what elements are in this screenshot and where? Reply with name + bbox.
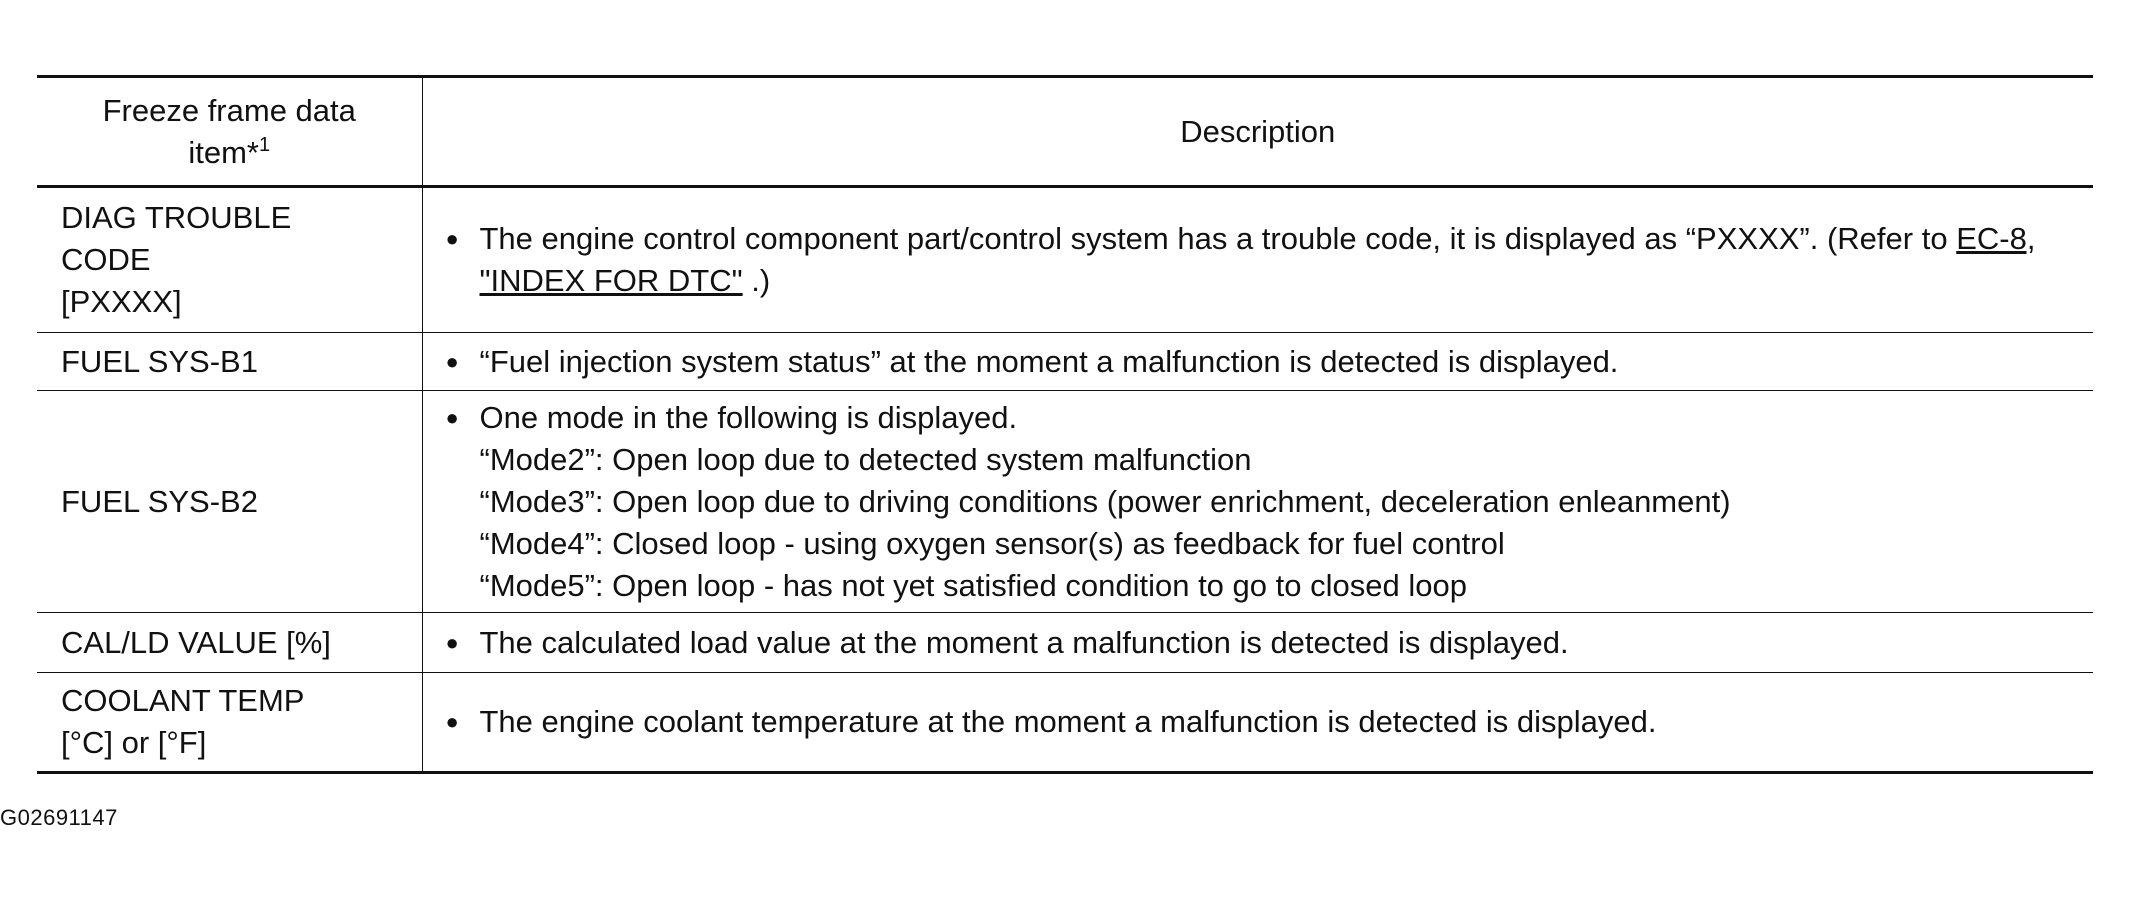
figure-code: G02691147 [0,805,118,830]
bullet-item [446,341,2078,383]
description-text: The engine control component part/control system has a trouble code, it is displayed as “PXXXX”. (Refer to [479,221,1948,256]
table-row [37,187,2093,333]
header-item-line2 [37,132,422,174]
bullet-icon: ● [445,348,459,374]
item-line: COOLANT TEMP [61,683,305,718]
description-text: “Fuel injection system status” at the moment a malfunction is detected is displayed. [479,343,1619,379]
description-text: The engine coolant temperature at the moment a malfunction is detected is displayed. [479,704,1657,739]
item-cell [37,391,422,613]
item-cell [37,673,422,773]
header-description: Description [1180,113,1336,149]
description-cell [422,673,2093,773]
description-cell [422,333,2093,391]
item-line: [°C] or [°F] [61,725,207,760]
header-item-label: item* [188,134,259,170]
description-cell [422,613,2093,673]
footnote-marker: 1 [259,133,271,156]
mode-line: “Mode4”: Closed loop - using oxygen sensor(s) as feedback for fuel control [479,525,1505,561]
bullet-item [446,701,2078,743]
item-line: FUEL SYS-B2 [61,483,258,519]
bullet-icon: ● [445,404,459,430]
bullet-item [446,397,2078,607]
freeze-frame-data-table [37,75,2093,774]
bullet-icon: ● [445,629,459,655]
header-item-line1: Freeze frame data [102,92,356,128]
bullet-icon: ● [445,709,459,734]
bullet-icon: ● [445,226,459,251]
description-text-end: .) [742,263,771,298]
item-line: [PXXXX] [61,284,182,319]
mode-line: “Mode5”: Open loop - has not yet satisfied condition to go to closed loop [479,567,1467,603]
description-line: One mode in the following is displayed. [479,399,1018,435]
item-line: DIAG TROUBLE [61,200,292,235]
item-cell [37,333,422,391]
description-cell [422,187,2093,333]
item-line: CODE [61,242,151,277]
mode-line: “Mode2”: Open loop due to detected system malfunction [479,441,1252,477]
table-header-row [37,77,2093,187]
table-row [37,613,2093,673]
item-line: CAL/LD VALUE [%] [61,624,331,660]
description-text: The calculated load value at the moment a malfunction is detected is displayed. [479,624,1569,660]
bullet-item [446,622,2078,664]
index-for-dtc-link[interactable]: EC-8, "INDEX FOR DTC" [479,221,2036,298]
table-row [37,333,2093,391]
item-cell [37,613,422,673]
item-line: FUEL SYS-B1 [61,343,258,379]
description-cell [422,391,2093,613]
header-freeze-frame-item [37,77,422,187]
item-cell [37,187,422,333]
bullet-item [446,218,2078,302]
table-row [37,391,2093,613]
mode-line: “Mode3”: Open loop due to driving conditions (power enrichment, deceleration enleanment) [479,483,1731,519]
table-row [37,673,2093,773]
